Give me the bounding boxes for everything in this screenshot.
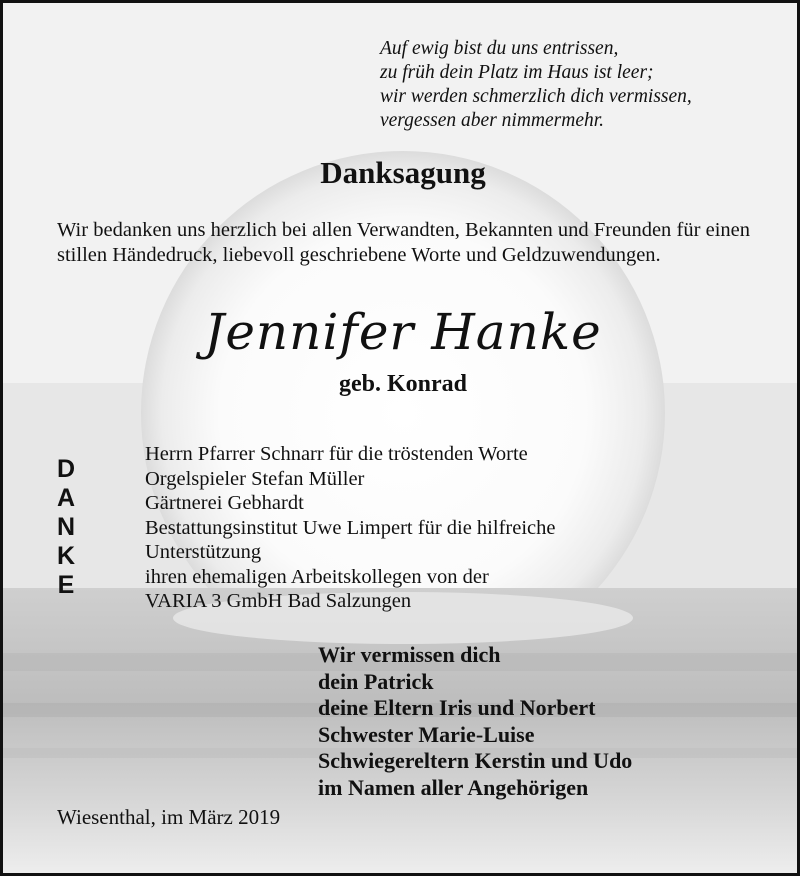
danke-vertical-word: [51, 455, 81, 600]
family-line: im Namen aller Angehörigen: [318, 774, 589, 800]
danke-letter: N: [56, 513, 76, 541]
thanks-list-item: Gärtnerei Gebhardt: [145, 492, 304, 514]
thanks-list-item: Herrn Pfarrer Schnarr für die tröstenden Worte: [145, 443, 528, 465]
family-line: deine Eltern Iris und Norbert: [318, 695, 596, 720]
family-line: Schwiegereltern Kerstin und Udo: [318, 748, 633, 773]
family-line: dein Patrick: [318, 668, 434, 694]
poem: [380, 37, 780, 133]
thanks-list-item: Orgelspieler Stefan Müller: [145, 467, 365, 490]
danke-letter: A: [56, 484, 76, 512]
poem-line: wir werden schmerzlich dich vermissen,: [380, 86, 692, 107]
family-line: Wir vermissen dich: [318, 642, 501, 667]
family-signature: [318, 642, 758, 801]
deceased-name: Jennifer Hanke: [204, 303, 602, 361]
intro-paragraph: Wir bedanken uns herzlich bei allen Verwandten, Bekannten und Freunden für einen stillen Händedruck, liebevoll geschriebene Worte und Geldzuwendungen.: [57, 219, 750, 266]
thanks-list-item: VARIA 3 GmbH Bad Salzungen: [145, 590, 412, 612]
danke-letter: K: [56, 542, 76, 570]
poem-line: Auf ewig bist du uns entrissen,: [380, 38, 619, 59]
page-title: Danksagung: [320, 155, 486, 190]
danke-letter: D: [56, 455, 76, 483]
poem-line: zu früh dein Platz im Haus ist leer;: [380, 62, 654, 83]
place-date: Wiesenthal, im März 2019: [57, 805, 281, 829]
thanks-list-item: Unterstützung: [145, 541, 262, 563]
thanks-list: [145, 442, 665, 614]
birth-name: geb. Konrad: [338, 371, 467, 397]
poem-line: vergessen aber nimmermehr.: [380, 110, 605, 131]
family-line: Schwester Marie-Luise: [318, 721, 535, 747]
danke-letter: E: [57, 571, 75, 599]
thanks-list-item: ihren ehemaligen Arbeitskollegen von der: [145, 565, 489, 588]
thanks-list-item: Bestattungsinstitut Uwe Limpert für die hilfreiche: [145, 516, 556, 539]
